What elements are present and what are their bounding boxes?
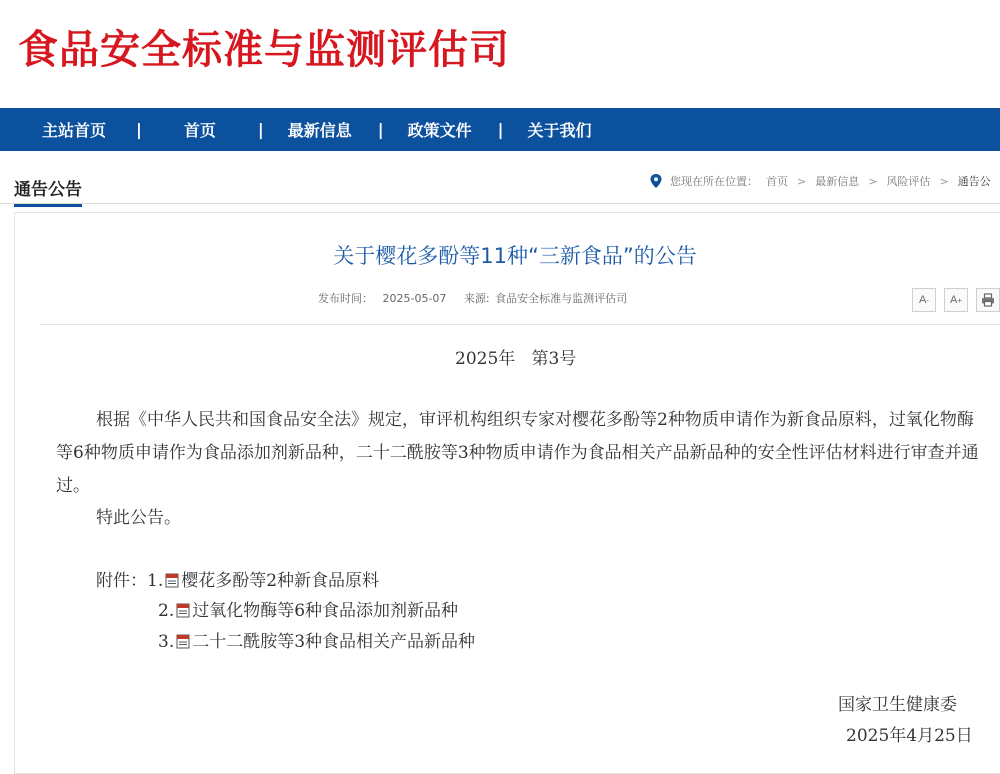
nav-item-main-site-home[interactable]: 主站首页 <box>42 121 107 140</box>
location-pin-icon <box>650 174 662 188</box>
nav-separator: | <box>136 120 142 139</box>
chevron-right-icon: > <box>868 174 878 188</box>
font-decrease-label: A <box>918 294 927 306</box>
chevron-right-icon: > <box>939 174 949 188</box>
article-meta <box>318 290 633 306</box>
section-header <box>0 151 1000 204</box>
section-tab[interactable]: 通告公告 <box>14 175 82 207</box>
nav-item-policy-documents[interactable]: 政策文件 <box>407 121 472 140</box>
pdf-file-icon <box>176 603 190 618</box>
nav-separator: | <box>377 120 384 139</box>
breadcrumb-risk-assessment[interactable]: 风险评估 <box>886 175 931 188</box>
source-name: 食品安全标准与监测评估司 <box>495 292 628 305</box>
attachment-number: 1. <box>147 571 164 591</box>
issue-number: 2025年 第3号 <box>455 349 577 369</box>
article-paragraph: 根据《中华人民共和国食品安全法》规定，审评机构组织专家对樱花多酚等2种物质申请作为新食品原料，过氧化物酶等6种物质申请作为食品添加剂新品种，二十二酰胺等3种物质申请作为食品相关产品新品种的安全性评估材料进行审查并通过。 <box>56 410 979 496</box>
nav-separator: | <box>497 120 504 139</box>
pdf-file-icon <box>176 634 190 649</box>
attachment-link[interactable]: 樱花多酚等2种新食品原料 <box>181 571 380 591</box>
breadcrumb <box>650 173 991 189</box>
publish-label: 发布时间： <box>318 292 373 305</box>
attachments-label: 附件： <box>96 571 147 591</box>
chevron-right-icon: > <box>797 174 807 188</box>
breadcrumb-prefix: 您现在所在位置： <box>670 175 758 188</box>
breadcrumb-current[interactable]: 通告公 <box>957 175 991 188</box>
nav-item-latest-info[interactable]: 最新信息 <box>287 121 352 140</box>
attachment-link[interactable]: 过氧化物酶等6种食品添加剂新品种 <box>192 601 459 621</box>
nav-item-home[interactable]: 首页 <box>183 121 216 140</box>
attachment-item <box>96 566 379 591</box>
print-icon <box>981 293 995 307</box>
nav-separator: | <box>257 120 264 139</box>
signature-org: 国家卫生健康委 <box>838 695 957 715</box>
font-decrease-button[interactable]: A - <box>912 288 936 312</box>
pdf-file-icon <box>165 573 179 588</box>
publish-date: 2025-05-07 <box>382 292 447 305</box>
attachment-number: 3. <box>158 632 175 652</box>
font-increase-button[interactable]: A + <box>944 288 968 312</box>
article-tools <box>912 288 1000 312</box>
header-banner <box>0 0 1000 108</box>
attachment-item <box>158 596 458 621</box>
article-notice: 特此公告。 <box>96 508 181 528</box>
article-title: 关于樱花多酚等11种“三新食品”的公告 <box>333 244 697 268</box>
signature-date: 2025年4月25日 <box>846 726 973 746</box>
attachment-number: 2. <box>158 601 175 621</box>
divider <box>40 324 1000 325</box>
site-title[interactable]: 食品安全标准与监测评估司 <box>18 27 510 73</box>
source-label: 来源: <box>463 292 490 305</box>
nav-item-about-us[interactable]: 关于我们 <box>527 121 592 140</box>
print-button[interactable] <box>976 288 1000 312</box>
attachment-link[interactable]: 二十二酰胺等3种食品相关产品新品种 <box>192 632 476 652</box>
breadcrumb-latest-info[interactable]: 最新信息 <box>815 175 860 188</box>
main-nav <box>0 108 1000 151</box>
attachment-item <box>158 627 475 652</box>
font-increase-label: A <box>949 294 958 306</box>
breadcrumb-home[interactable]: 首页 <box>766 175 788 188</box>
